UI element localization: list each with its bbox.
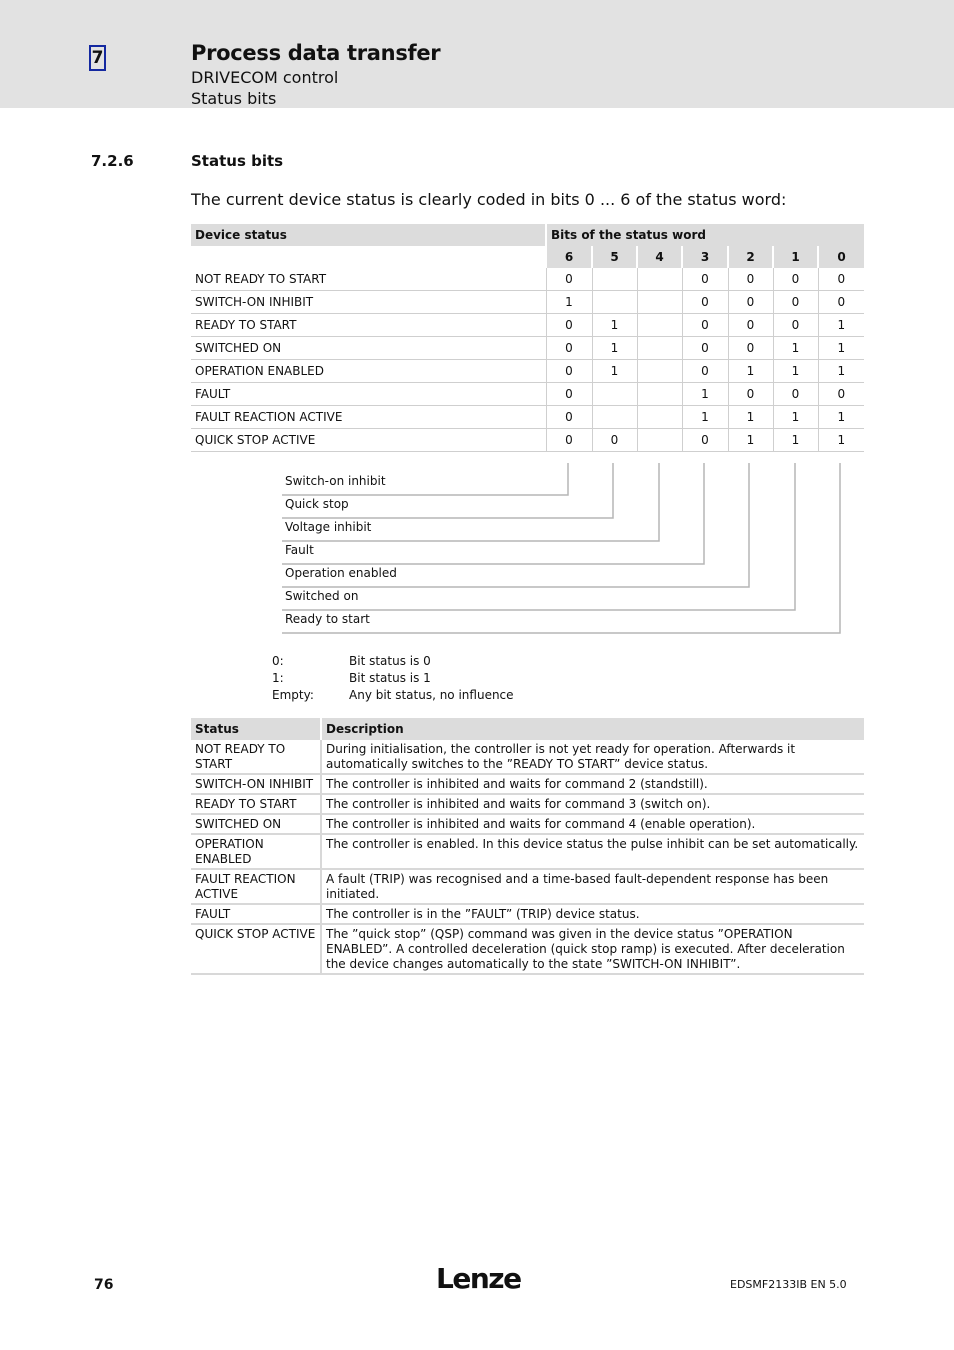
chapter-number: 7 [89,45,106,71]
table-row [191,268,864,291]
bit-value-cell: 0 [728,314,773,337]
description-cell: The controller is inhibited and waits for command 2 (standstill). [321,774,864,794]
description-cell: During initialisation, the controller is not yet ready for operation. Afterwards it automatically switches to the ”READY TO START” device status. [321,740,864,774]
bit-value-cell: 0 [682,337,728,360]
bit-value-cell: 0 [682,314,728,337]
bit-value-cell: 1 [773,337,818,360]
bit-value-cell: 0 [546,337,592,360]
bit-legend-label: Switched on [285,589,359,603]
description-cell: A fault (TRIP) was recognised and a time-based fault-dependent response has been initiated. [321,869,864,904]
bit-header: 4 [637,246,682,268]
table-row [191,406,864,429]
status-cell: NOT READY TO START [191,740,321,774]
key-meaning: Any bit status, no influence [349,688,514,702]
bit-value-cell: 0 [728,337,773,360]
key-symbol: Empty: [272,688,314,702]
bit-value-cell [637,406,682,429]
table-row [191,383,864,406]
table-row [191,869,864,904]
table-row [191,360,864,383]
bit-value-cell: 0 [773,268,818,291]
device-status-cell: SWITCH-ON INHIBIT [191,291,546,314]
status-cell: SWITCHED ON [191,814,321,834]
bit-legend-label: Operation enabled [285,566,397,580]
table-row [191,774,864,794]
bit-value-cell: 0 [682,268,728,291]
bit-value-cell [592,383,637,406]
document-id: EDSMF2133IB EN 5.0 [730,1278,847,1291]
bit-header: 2 [728,246,773,268]
device-status-cell: FAULT REACTION ACTIVE [191,406,546,429]
bit-legend-label: Quick stop [285,497,349,511]
bits-header: Bits of the status word [546,224,864,246]
bit-value-cell: 1 [773,406,818,429]
table-row [191,814,864,834]
bit-value-cell [637,291,682,314]
description-cell: The controller is inhibited and waits for command 3 (switch on). [321,794,864,814]
status-cell: SWITCH-ON INHIBIT [191,774,321,794]
status-bits-table [191,224,864,452]
page-number: 76 [94,1277,114,1293]
table-row [191,794,864,814]
device-status-cell: SWITCHED ON [191,337,546,360]
bit-value-cell: 0 [546,360,592,383]
bit-value-cell [637,314,682,337]
device-status-cell: OPERATION ENABLED [191,360,546,383]
bit-value-cell: 1 [818,337,864,360]
description-cell: The controller is enabled. In this device status the pulse inhibit can be set automatically. [321,834,864,869]
status-header: Status [191,718,321,740]
bit-value-cell: 0 [546,429,592,452]
bit-legend-label: Fault [285,543,314,557]
bit-value-cell: 1 [773,360,818,383]
table-row [191,924,864,974]
bit-header: 6 [546,246,592,268]
bit-value-cell: 0 [728,383,773,406]
bit-value-cell: 0 [773,291,818,314]
bit-value-cell: 0 [682,360,728,383]
bit-value-cell: 1 [818,406,864,429]
bit-value-cell: 0 [728,291,773,314]
bit-value-cell [637,360,682,383]
bit-value-cell: 0 [682,429,728,452]
section-intro: The current device status is clearly coded in bits 0 ... 6 of the status word: [191,190,787,209]
bit-value-cell [637,268,682,291]
device-status-header: Device status [191,224,546,246]
bit-value-cell: 1 [773,429,818,452]
device-status-cell: QUICK STOP ACTIVE [191,429,546,452]
bit-value-cell: 1 [818,429,864,452]
bit-value-cell: 0 [682,291,728,314]
status-cell: FAULT [191,904,321,924]
bit-value-cell [637,383,682,406]
table-row [191,834,864,869]
bit-value-cell: 1 [682,383,728,406]
page-title: Process data transfer [191,41,441,65]
bit-value-cell: 1 [728,360,773,383]
bit-value-cell: 0 [546,406,592,429]
bit-value-cell [592,406,637,429]
page-subtitle-1: DRIVECOM control [191,68,339,87]
bit-value-cell [592,268,637,291]
bit-value-cell: 1 [592,360,637,383]
bit-value-cell: 0 [773,314,818,337]
status-description-table [191,718,864,975]
bit-value-cell: 0 [592,429,637,452]
status-cell: FAULT REACTION ACTIVE [191,869,321,904]
description-header: Description [321,718,864,740]
table-row [191,314,864,337]
device-status-subheader [191,246,546,268]
bit-value-cell: 1 [592,314,637,337]
section-title: Status bits [191,152,284,170]
bit-value-cell: 0 [728,268,773,291]
bit-legend-label: Ready to start [285,612,370,626]
bit-value-cell: 0 [546,314,592,337]
bit-value-cell: 0 [546,268,592,291]
bit-value-cell: 0 [818,383,864,406]
bit-header: 0 [818,246,864,268]
bit-value-cell [592,291,637,314]
table-row [191,291,864,314]
description-cell: The controller is in the ”FAULT” (TRIP) device status. [321,904,864,924]
description-cell: The controller is inhibited and waits for command 4 (enable operation). [321,814,864,834]
bit-value-cell: 1 [728,429,773,452]
bit-value-cell: 1 [818,360,864,383]
table-row [191,337,864,360]
lenze-logo: Lenze [436,1262,521,1295]
table-row [191,740,864,774]
page-subtitle-2: Status bits [191,89,277,108]
bit-legend-connector [282,463,840,633]
table-row [191,904,864,924]
bit-legend-label: Voltage inhibit [285,520,372,534]
bit-value-cell: 0 [818,291,864,314]
table-row [191,429,864,452]
status-cell: OPERATION ENABLED [191,834,321,869]
bit-legend-label: Switch-on inhibit [285,474,386,488]
bit-value-cell [637,429,682,452]
key-meaning: Bit status is 1 [349,671,431,685]
bit-value-cell: 1 [546,291,592,314]
bit-header: 1 [773,246,818,268]
bit-value-cell: 0 [818,268,864,291]
status-cell: READY TO START [191,794,321,814]
bit-value-cell: 1 [592,337,637,360]
bit-header: 5 [592,246,637,268]
device-status-cell: FAULT [191,383,546,406]
key-symbol: 0: [272,654,284,668]
bit-header: 3 [682,246,728,268]
key-meaning: Bit status is 0 [349,654,431,668]
device-status-cell: NOT READY TO START [191,268,546,291]
bit-value-cell: 1 [682,406,728,429]
bit-value-cell: 0 [546,383,592,406]
status-cell: QUICK STOP ACTIVE [191,924,321,974]
bit-value-cell [637,337,682,360]
bit-value-cell: 1 [818,314,864,337]
section-number: 7.2.6 [91,152,134,170]
bit-value-cell: 0 [773,383,818,406]
description-cell: The ”quick stop” (QSP) command was given in the device status ”OPERATION ENABLED”. A controlled deceleration (quick stop ramp) is executed. After deceleration the device changes automatically to the state ”SWITCH-ON INHIBIT”. [321,924,864,974]
bit-value-cell: 1 [728,406,773,429]
page-header [0,0,954,108]
device-status-cell: READY TO START [191,314,546,337]
key-symbol: 1: [272,671,284,685]
